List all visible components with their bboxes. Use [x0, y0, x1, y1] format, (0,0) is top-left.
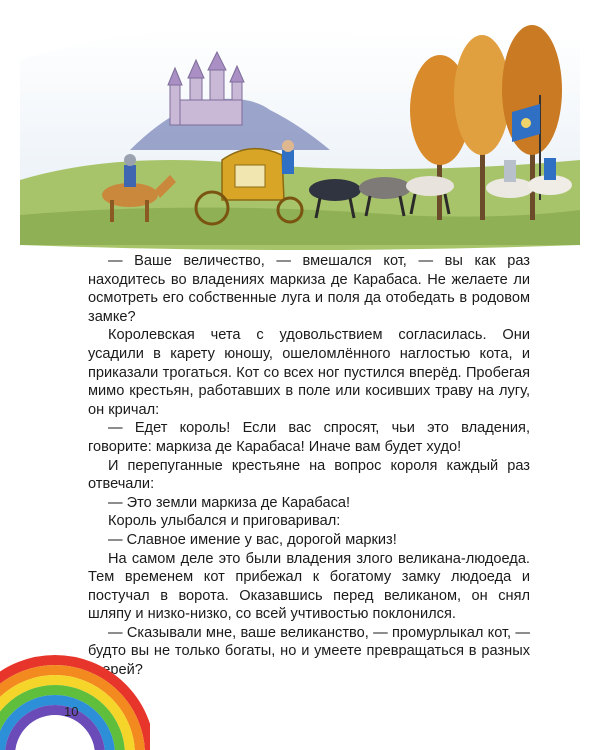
paragraph-5: — Это земли маркиза де Карабаса! — [108, 494, 351, 511]
rainbow-decoration — [0, 630, 150, 750]
paragraph-9: — Сказывали мне, ваше великанство, — промурлыкал кот, — будто вы не только богаты, но и умеете превращаться в разных зверей? — [88, 624, 530, 679]
paragraph-3: — Едет король! Если вас спросят, чьи это владения, говорите: маркиза де Карабаса! Иначе вам будет худо! — [88, 420, 530, 455]
paragraph-2: Королевская чета с удовольствием согласилась. Они усадили в карету юношу, ошеломлённого наглостью кота, и приказали трогаться. Кот со всех ног пустился вперёд. Пробегая мимо крестьян, работавших в поле или косивших траву на лугу, он кричал: — [88, 327, 530, 418]
royal-coach-illustration — [0, 0, 600, 255]
paragraph-6: Король улыбался и приговаривал: — [108, 513, 341, 530]
paragraph-4: И перепуганные крестьяне на вопрос короля каждый раз отвечали: — [88, 457, 530, 493]
paragraph-8: На самом деле это были владения злого великана-людоеда. Тем временем кот прибежал к богатому замку людоеда и постучал в ворота. Оказавшись перед великаном, он снял шляпу и низко-низко, со всей учтивостью поклонился. — [88, 550, 530, 623]
paragraph-7: — Славное имение у вас, дорогой маркиз! — [108, 531, 397, 548]
paragraph-1: — Ваше величество, — вмешался кот, — вы как раз находитесь во владениях маркиза де Карабаса. Не желаете ли осмотреть его собственные луга и поля да отобедать в родовом замке? — [88, 253, 530, 325]
story-text — [88, 252, 530, 680]
page-number: 10 — [64, 704, 79, 719]
